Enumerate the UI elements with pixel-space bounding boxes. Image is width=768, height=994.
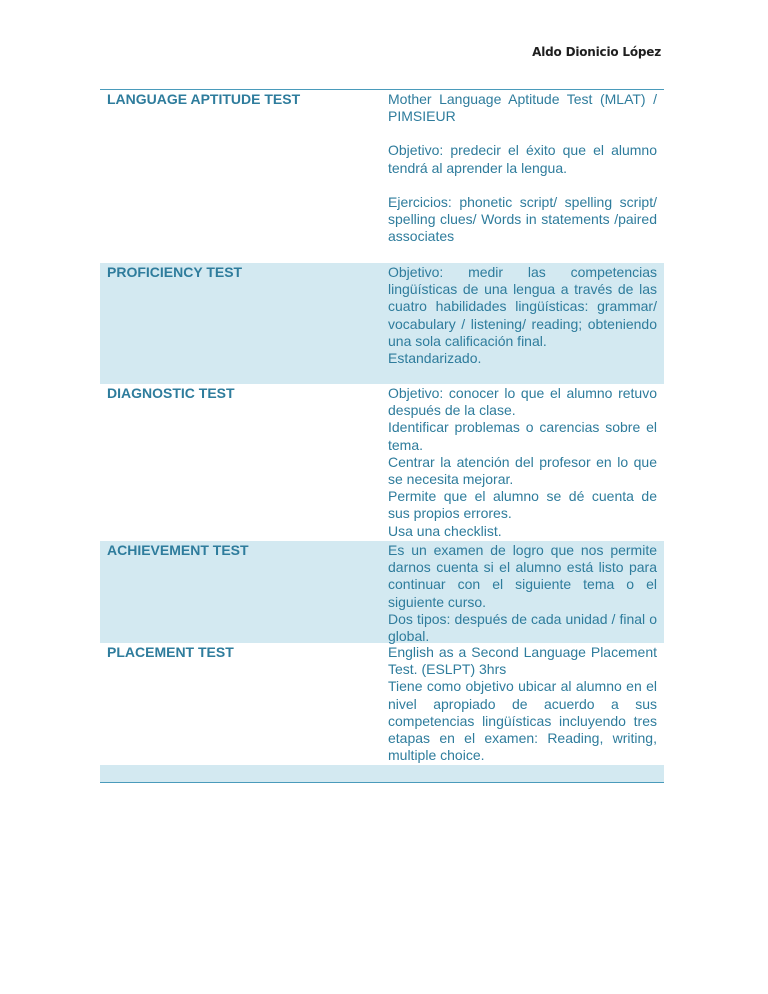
- test-types-table: [100, 89, 664, 783]
- description-paragraph: Objetivo: predecir el éxito que el alumno tendrá al aprender la lengua.: [388, 142, 657, 176]
- description-paragraph: Permite que el alumno se dé cuenta de sus propios errores.: [388, 488, 657, 522]
- description-paragraph: English as a Second Language Placement Test. (ESLPT) 3hrs: [388, 644, 657, 678]
- table-row: [100, 643, 664, 765]
- description-paragraph: Mother Language Aptitude Test (MLAT) / PIMSIEUR: [388, 91, 657, 125]
- description-paragraph: Tiene como objetivo ubicar al alumno en el nivel apropiado de acuerdo a sus competencias lingüísticas incluyendo tres etapas en el examen: Reading, writing, multiple choice.: [388, 678, 657, 764]
- test-description: [381, 643, 664, 765]
- table-row: [100, 263, 664, 384]
- table-row: [100, 90, 664, 263]
- author-name: Aldo Dionicio López: [532, 45, 661, 59]
- description-paragraph: Usa una checklist.: [388, 522, 502, 539]
- description-paragraph: Es un examen de logro que nos permite darnos cuenta si el alumno está listo para continuar con el siguiente tema o el siguiente curso.: [388, 542, 657, 610]
- table-row: [100, 541, 664, 643]
- description-paragraph: Dos tipos: después de cada unidad / final o global.: [388, 610, 657, 645]
- test-description: [381, 541, 664, 643]
- test-term: ACHIEVEMENT TEST: [107, 542, 249, 558]
- description-paragraph: Ejercicios: phonetic script/ spelling script/ spelling clues/ Words in statements /paired associates: [388, 193, 657, 245]
- description-paragraph: Objetivo: conocer lo que el alumno retuvo después de la clase.: [388, 385, 657, 419]
- table-row: [100, 384, 664, 541]
- test-term: LANGUAGE APTITUDE TEST: [107, 91, 301, 107]
- test-description: [381, 384, 664, 541]
- test-description: [381, 263, 664, 384]
- description-paragraph: Centrar la atención del profesor en lo que se necesita mejorar.: [388, 453, 657, 488]
- test-term: PLACEMENT TEST: [107, 644, 234, 660]
- test-term: DIAGNOSTIC TEST: [107, 385, 235, 401]
- description-paragraph: Objetivo: medir las competencias lingüísticas de una lengua a través de las cuatro habilidades lingüísticas: grammar/ vocabulary / listening/ reading; obteniendo una sola calificación final.: [388, 264, 657, 349]
- description-paragraph: Identificar problemas o carencias sobre el tema.: [388, 419, 657, 453]
- empty-table-row: [100, 765, 664, 782]
- test-description: [381, 90, 664, 263]
- test-term: PROFICIENCY TEST: [107, 264, 243, 280]
- description-paragraph: Estandarizado.: [388, 350, 482, 367]
